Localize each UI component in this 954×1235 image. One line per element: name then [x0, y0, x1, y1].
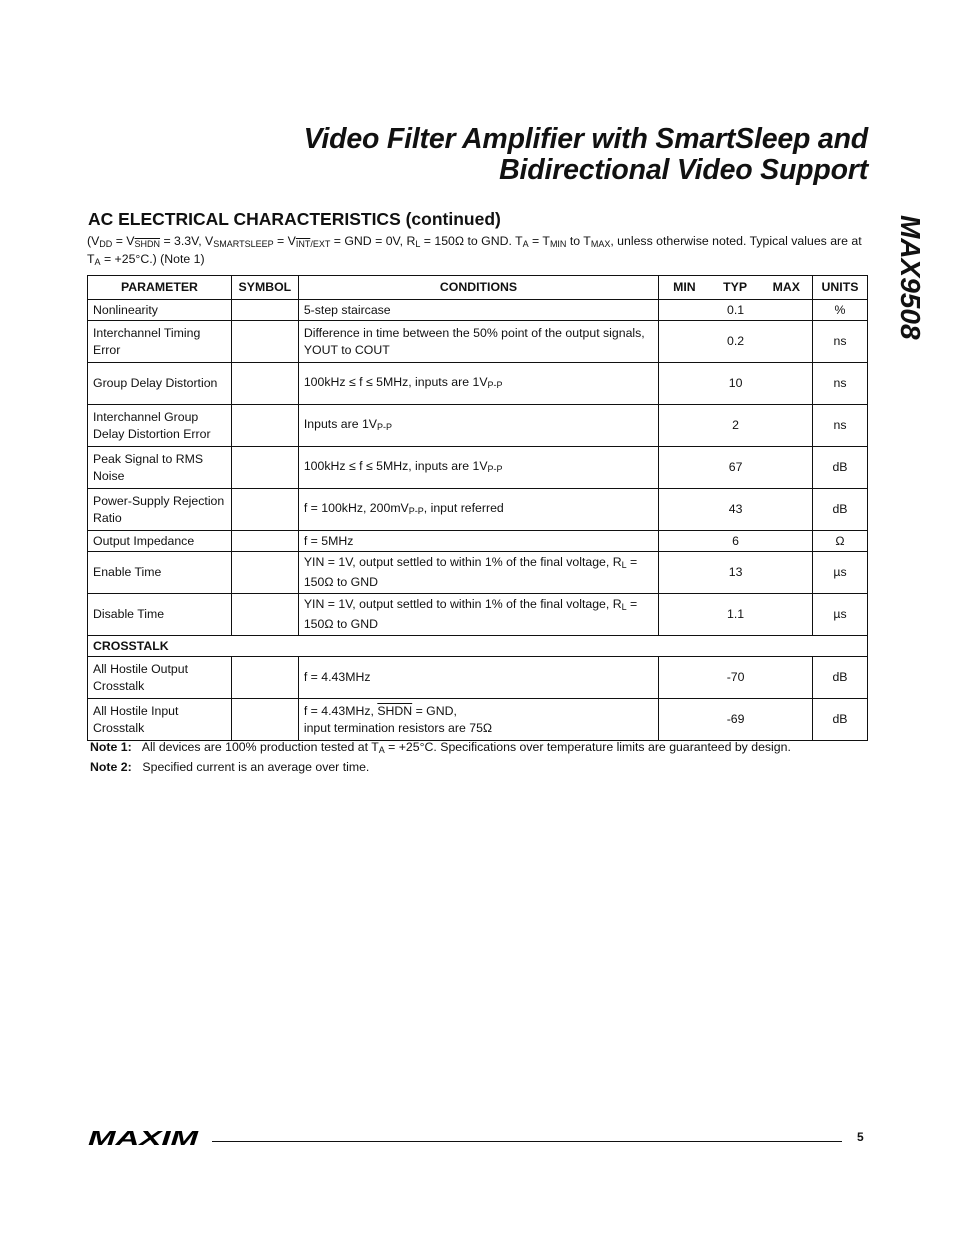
parameter-cell: Nonlinearity: [88, 300, 232, 321]
conditions-cell: 100kHz ≤ f ≤ 5MHz, inputs are $1V_{P-P}$: [298, 363, 658, 405]
footer-rule: [212, 1141, 842, 1142]
typ-cell: 1.1: [659, 594, 813, 636]
conditions-cell: YIN = 1V, output settled to within 1% of the final voltage, $R_L = 150\Omega$ to GND: [298, 594, 658, 636]
conditions-cell: f = 5MHz: [298, 531, 658, 552]
page-number: 5: [857, 1130, 864, 1144]
symbol-cell: [231, 594, 298, 636]
typ-cell: 6: [659, 531, 813, 552]
symbol-cell: [231, 657, 298, 699]
symbol-cell: [231, 300, 298, 321]
table-row: [88, 405, 868, 447]
units-cell: %: [812, 300, 867, 321]
header-symbol: SYMBOL: [231, 276, 298, 300]
parameter-cell: Interchannel Timing Error: [88, 321, 232, 363]
parameter-cell: Enable Time: [88, 552, 232, 594]
table-row: [88, 489, 868, 531]
units-cell: dB: [812, 447, 867, 489]
conditions-cell: YIN = 1V, output settled to within 1% of the final voltage, $R_L = 150\Omega$ to GND: [298, 552, 658, 594]
typ-cell: 67: [659, 447, 813, 489]
parameter-cell: Group Delay Distortion: [88, 363, 232, 405]
symbol-cell: [231, 699, 298, 741]
maxim-logo: [88, 1128, 200, 1148]
units-cell: Ω: [812, 531, 867, 552]
table-row: [88, 699, 868, 741]
title-line-1: Video Filter Amplifier with SmartSleep and: [303, 123, 868, 155]
conditions-cell: 100kHz ≤ f ≤ 5MHz, inputs are $1V_{P-P}$: [298, 447, 658, 489]
parameter-cell: All Hostile Output Crosstalk: [88, 657, 232, 699]
typ-cell: -69: [659, 699, 813, 741]
units-cell: dB: [812, 657, 867, 699]
header-typ: TYP: [710, 276, 761, 300]
crosstalk-section-row: [88, 636, 868, 657]
parameter-cell: Peak Signal to RMS Noise: [88, 447, 232, 489]
symbol-cell: [231, 552, 298, 594]
header-conditions: CONDITIONS: [298, 276, 658, 300]
table-row: [88, 531, 868, 552]
section-heading: AC ELECTRICAL CHARACTERISTICS (continued): [88, 209, 501, 229]
conditions-cell: f = 100kHz, $200mV_{P-P}$, input referred: [298, 489, 658, 531]
units-cell: ns: [812, 321, 867, 363]
header-units: UNITS: [812, 276, 867, 300]
svg-text:MAXIM: MAXIM: [88, 1128, 200, 1148]
note-2: Note 2: Specified current is an average over time.: [90, 759, 370, 774]
units-cell: µs: [812, 552, 867, 594]
units-cell: ns: [812, 405, 867, 447]
parameter-cell: Power-Supply Rejection Ratio: [88, 489, 232, 531]
symbol-cell: [231, 531, 298, 552]
conditions-cell: f = 4.43MHz, SHDN = GND, input termination resistors are 75Ω: [298, 699, 658, 741]
typ-cell: 43: [659, 489, 813, 531]
table-header-row: [88, 276, 868, 300]
note-1: Note 1: All devices are 100% production tested at $T_A = +25^\circ C$. Specifications over temperature limits are guaranteed by design.: [90, 740, 791, 755]
symbol-cell: [231, 363, 298, 405]
typ-cell: -70: [659, 657, 813, 699]
table-row: [88, 552, 868, 594]
parameter-cell: Output Impedance: [88, 531, 232, 552]
units-cell: dB: [812, 489, 867, 531]
symbol-cell: [231, 321, 298, 363]
conditions-cell: Inputs are $1V_{P-P}$: [298, 405, 658, 447]
units-cell: µs: [812, 594, 867, 636]
table-row: [88, 657, 868, 699]
header-parameter: PARAMETER: [88, 276, 232, 300]
header-max: MAX: [761, 276, 813, 300]
table-notes: [90, 739, 791, 775]
ac-characteristics-table: [87, 275, 868, 741]
parameter-cell: Interchannel Group Delay Distortion Error: [88, 405, 232, 447]
table-row: [88, 321, 868, 363]
conditions-cell: f = 4.43MHz: [298, 657, 658, 699]
table-row: [88, 594, 868, 636]
typ-cell: 0.2: [659, 321, 813, 363]
conditions-cell: 5-step staircase: [298, 300, 658, 321]
units-cell: ns: [812, 363, 867, 405]
conditions-cell: Difference in time between the 50% point of the output signals, YOUT to COUT: [298, 321, 658, 363]
symbol-cell: [231, 405, 298, 447]
symbol-cell: [231, 447, 298, 489]
typ-cell: 10: [659, 363, 813, 405]
parameter-cell: Disable Time: [88, 594, 232, 636]
table-row: [88, 300, 868, 321]
table-row: [88, 447, 868, 489]
typ-cell: 0.1: [659, 300, 813, 321]
typ-cell: 2: [659, 405, 813, 447]
parameter-cell: All Hostile Input Crosstalk: [88, 699, 232, 741]
part-number-side-label: MAX9508: [895, 215, 926, 340]
symbol-cell: [231, 489, 298, 531]
units-cell: dB: [812, 699, 867, 741]
typ-cell: 13: [659, 552, 813, 594]
test-conditions: ($V_{DD} = V_{SHDN} = 3.3V$, $V_{SMARTSLEEP} = V_{\overline{INT}/EXT}$ = GND = 0V, $R_L = 150\Omega$ to GND. $T_A = T_{MIN}$ to $T_{MAX}$, unless otherwise noted. Typical values are at $T_A = +25^\circ C$.) (Note 1): [87, 234, 862, 267]
page-title: [304, 124, 868, 186]
crosstalk-heading: CROSSTALK: [88, 636, 868, 657]
header-min: MIN: [659, 276, 710, 300]
table-row: [88, 363, 868, 405]
title-line-2: Bidirectional Video Support: [499, 154, 868, 186]
